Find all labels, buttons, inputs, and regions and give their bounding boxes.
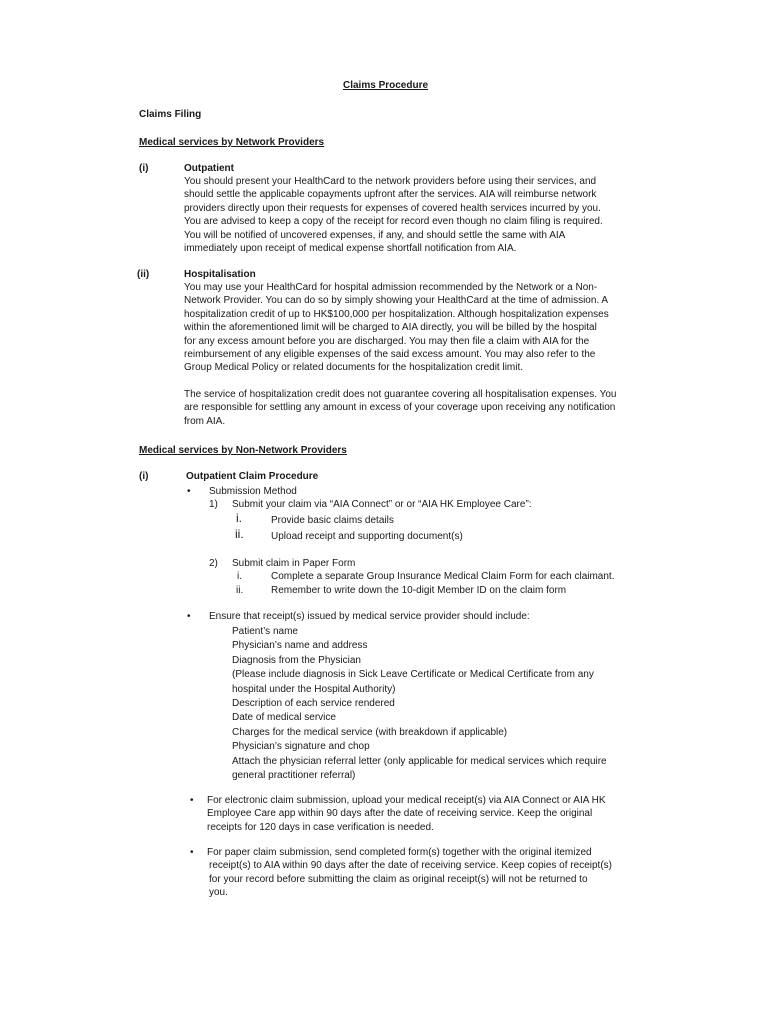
paragraph-line: For electronic claim submission, upload your medical receipt(s) via AIA Connect or AIA HK bbox=[207, 795, 606, 806]
step-2-item-text: Complete a separate Group Insurance Medical Claim Form for each claimant. bbox=[271, 571, 615, 582]
paragraph-line: providers directly upon their requests for expenses of covered health services incurred by you. bbox=[184, 202, 601, 214]
paragraph-line: from AIA. bbox=[184, 415, 226, 427]
receipt-requirements-list bbox=[232, 625, 607, 782]
paragraph-line: receipts for 120 days in case verification is needed. bbox=[207, 821, 434, 833]
network-providers-heading: Medical services by Network Providers bbox=[139, 137, 325, 148]
list-item: Attach the physician referral letter (only applicable for medical services which require bbox=[232, 755, 607, 767]
paragraph-line: Employee Care app within 90 days after the date of receiving service. Keep the original bbox=[207, 808, 593, 820]
paragraph-line: You may use your HealthCard for hospital admission recommended by the Network or a Non- bbox=[184, 282, 598, 293]
step-2-item-text: Remember to write down the 10-digit Member ID on the claim form bbox=[271, 585, 567, 596]
hospitalisation-paragraph bbox=[184, 281, 649, 375]
outpatient-heading: Outpatient bbox=[184, 163, 234, 174]
document-title: Claims Procedure bbox=[343, 80, 429, 91]
bullet-icon: • bbox=[187, 486, 191, 497]
list-item: Date of medical service bbox=[232, 712, 336, 724]
step-2-text: Submit claim in Paper Form bbox=[232, 558, 356, 569]
paragraph-line: you. bbox=[209, 887, 228, 899]
paragraph-line: Group Medical Policy or related documents for the hospitalization credit limit. bbox=[184, 362, 524, 374]
paragraph-line: You will be notified of uncovered expenses, if any, and should settle the same with AIA bbox=[184, 229, 566, 241]
hospitalisation-credit-paragraph bbox=[184, 388, 649, 428]
section-i-marker: (i) bbox=[139, 163, 149, 174]
paragraph-line: should settle the applicable copayments upfront after the services. AIA will reimburse network bbox=[184, 189, 597, 201]
paper-submission-paragraph bbox=[207, 846, 612, 900]
bullet-icon: • bbox=[187, 611, 191, 622]
step-1-item-number: ii. bbox=[235, 527, 244, 541]
section-ii-marker: (ii) bbox=[137, 269, 150, 280]
claims-filing-heading: Claims Filing bbox=[139, 109, 202, 120]
list-item: Physician’s signature and chop bbox=[232, 741, 370, 753]
list-item: Diagnosis from the Physician bbox=[232, 654, 361, 666]
hospitalisation-heading: Hospitalisation bbox=[184, 269, 256, 280]
step-1-item-text: Upload receipt and supporting document(s) bbox=[271, 531, 463, 542]
submission-method-label: Submission Method bbox=[209, 486, 297, 497]
list-item: hospital under the Hospital Authority) bbox=[232, 683, 396, 695]
bullet-icon: • bbox=[190, 795, 194, 806]
receipt-requirements-intro: Ensure that receipt(s) issued by medical service provider should include: bbox=[209, 611, 530, 622]
outpatient-claim-procedure-heading: Outpatient Claim Procedure bbox=[186, 471, 319, 482]
paragraph-line: for your record before submitting the claim as original receipt(s) will not be returned to bbox=[209, 873, 588, 885]
step-2-item-number: i. bbox=[237, 571, 242, 582]
list-item: general practitioner referral) bbox=[232, 770, 356, 782]
outpatient-paragraph bbox=[184, 175, 649, 255]
electronic-submission-paragraph bbox=[207, 794, 606, 834]
step-1-number: 1) bbox=[209, 499, 218, 510]
paragraph-line: Network Provider. You can do so by simply showing your HealthCard at the time of admission. A bbox=[184, 295, 609, 307]
list-item: Physician’s name and address bbox=[232, 640, 368, 652]
list-item: (Please include diagnosis in Sick Leave Certificate or Medical Certificate from any bbox=[232, 669, 594, 681]
bullet-icon: • bbox=[190, 847, 194, 858]
paragraph-line: for any excess amount before you are discharged. You may then file a claim with AIA for the bbox=[184, 335, 590, 347]
list-item: Patient’s name bbox=[232, 626, 298, 637]
section-nn-i-marker: (i) bbox=[139, 471, 149, 482]
non-network-providers-heading: Medical services by Non-Network Providers bbox=[139, 445, 347, 456]
list-item: Description of each service rendered bbox=[232, 698, 395, 710]
step-1-text: Submit your claim via “AIA Connect” or or “AIA HK Employee Care”: bbox=[232, 499, 532, 510]
paragraph-line: The service of hospitalization credit does not guarantee covering all hospitalisation expenses. You bbox=[184, 389, 617, 400]
paragraph-line: within the aforementioned limit will be charged to AIA directly, you will be billed by the hospital bbox=[184, 322, 597, 334]
step-1-item-number: i. bbox=[236, 511, 242, 525]
paragraph-line: receipt(s) to AIA within 90 days after the date of receiving service. Keep copies of receipt(s) bbox=[209, 860, 612, 872]
step-2-item-number: ii. bbox=[236, 585, 244, 596]
list-item: Charges for the medical service (with breakdown if applicable) bbox=[232, 726, 508, 738]
paragraph-line: hospitalization credit of up to HK$100,000 per hospitalization. Although hospitalization expenses bbox=[184, 308, 609, 320]
paragraph-line: reimbursement of any eligible expenses of the said excess amount. You may also refer to the bbox=[184, 349, 596, 361]
paragraph-line: immediately upon receipt of medical expense shortfall notification from AIA. bbox=[184, 243, 517, 255]
paragraph-line: are responsible for settling any amount in excess of your coverage upon receiving any notification bbox=[184, 402, 616, 414]
paragraph-line: You are advised to keep a copy of the receipt for record even though no claim filing is required. bbox=[184, 216, 603, 228]
step-2-number: 2) bbox=[209, 558, 218, 569]
paragraph-line: For paper claim submission, send completed form(s) together with the original itemized bbox=[207, 847, 592, 858]
paragraph-line: You should present your HealthCard to the network providers before using their services, and bbox=[184, 176, 597, 187]
step-1-item-text: Provide basic claims details bbox=[271, 515, 394, 526]
